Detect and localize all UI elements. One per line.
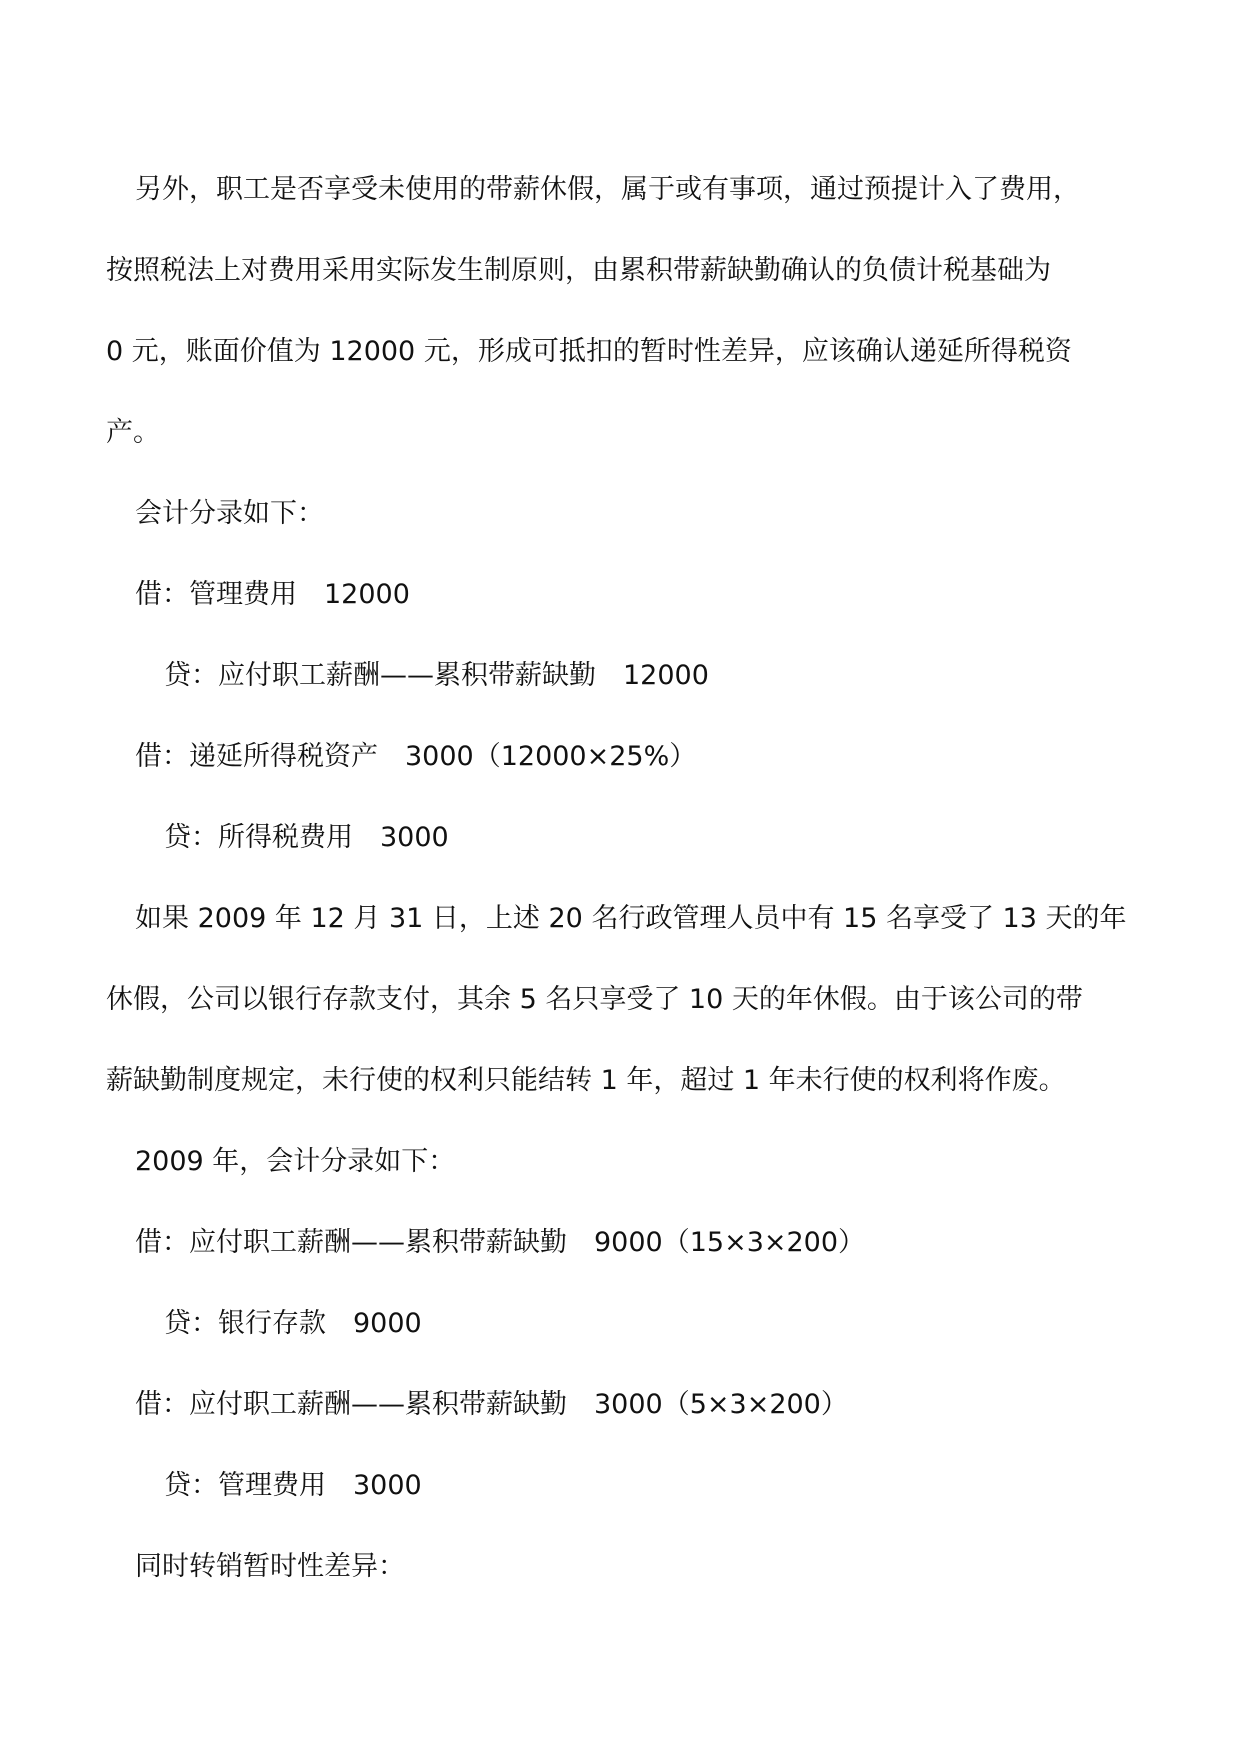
paragraph-line: 薪缺勤制度规定，未行使的权利只能结转 1 年，超过 1 年未行使的权利将作废。 — [106, 1065, 1066, 1096]
journal-credit-line: 贷：管理费用 3000 — [164, 1470, 422, 1501]
paragraph-line: 休假，公司以银行存款支付，其余 5 名只享受了 10 天的年休假。由于该公司的带 — [106, 984, 1083, 1015]
journal-debit-line: 借：递延所得税资产 3000（12000×25%） — [135, 741, 697, 772]
paragraph-line: 产。 — [106, 417, 160, 448]
journal-debit-line: 借：管理费用 12000 — [135, 579, 410, 610]
journal-credit-line: 贷：应付职工薪酬——累积带薪缺勤 12000 — [164, 660, 709, 691]
closing-line: 同时转销暂时性差异： — [135, 1551, 405, 1582]
entries-heading: 会计分录如下： — [135, 498, 324, 529]
paragraph-line: 0 元，账面价值为 12000 元，形成可抵扣的暂时性差异，应该确认递延所得税资 — [106, 336, 1072, 367]
paragraph-line: 另外，职工是否享受未使用的带薪休假，属于或有事项，通过预提计入了费用， — [135, 174, 1080, 205]
paragraph-line: 按照税法上对费用采用实际发生制原则，由累积带薪缺勤确认的负债计税基础为 — [106, 255, 1051, 286]
journal-debit-line: 借：应付职工薪酬——累积带薪缺勤 9000（15×3×200） — [135, 1227, 866, 1258]
journal-debit-line: 借：应付职工薪酬——累积带薪缺勤 3000（5×3×200） — [135, 1389, 848, 1420]
section-heading-2009: 2009 年，会计分录如下： — [135, 1146, 456, 1177]
journal-credit-line: 贷：银行存款 9000 — [164, 1308, 422, 1339]
journal-credit-line: 贷：所得税费用 3000 — [164, 822, 449, 853]
paragraph-line: 如果 2009 年 12 月 31 日，上述 20 名行政管理人员中有 15 名享受了 13 天的年 — [135, 903, 1127, 934]
